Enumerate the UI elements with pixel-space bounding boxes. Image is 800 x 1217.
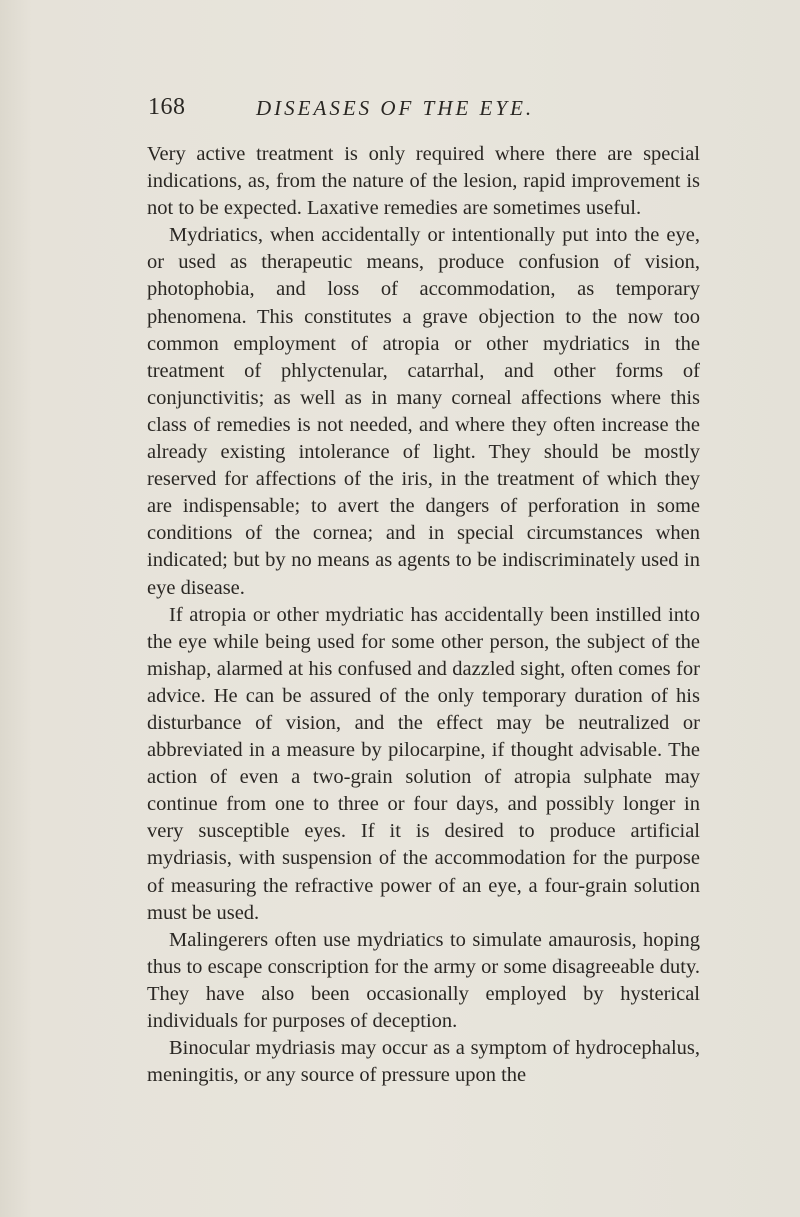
running-title: DISEASES OF THE EYE. xyxy=(256,96,535,120)
paragraph-accidental-atropia: If atropia or other mydriatic has accidentally been instilled into the eye while being used for some other person, the subject of the mishap, alarmed at his confused and dazzled sight, often comes for advice. He can be assured of the only temporary duration of his disturbance of vision, and the effect may be neutralized or abbreviated in a measure by pilocarpine, if thought advisable. The action of even a two-grain solution of atropia sulphate may continue from one to three or four days, and possibly longer in very susceptible eyes. If it is desired to produce artificial mydriasis, with suspension of the accommodation for the purpose of measuring the refractive power of an eye, a four-grain solution must be used. xyxy=(147,603,700,924)
paragraph-treatment: Very active treatment is only required where there are special indications, as, from the nature of the lesion, rapid improvement is not to be expected. Laxative remedies are sometimes useful. xyxy=(147,143,700,220)
page-header xyxy=(148,94,708,130)
body-text xyxy=(147,141,700,1089)
page-number: 168 xyxy=(148,94,186,120)
paragraph-binocular-mydriasis: Binocular mydriasis may occur as a symptom of hydrocephalus, meningitis, or any source of pressure upon the xyxy=(147,1037,700,1087)
paragraph-mydriatics: Mydriatics, when accidentally or intentionally put into the eye, or used as therapeutic means, produce confusion of vision, photophobia, and loss of accommodation, as temporary phenomena. This constitutes a grave objection to the now too common employment of atropia or other mydriatics in the treatment of phlyctenular, catarrhal, and other forms of conjunctivitis; as well as in many corneal affections where this class of remedies is not needed, and where they often increase the already existing intolerance of light. They should be mostly reserved for affections of the iris, in the treatment of which they are indispensable; to avert the dangers of perforation in some conditions of the cornea; and in special circumstances when indicated; but by no means as agents to be indiscriminately used in eye disease. xyxy=(147,224,700,599)
paragraph-malingerers: Malingerers often use mydriatics to simulate amaurosis, hoping thus to escape conscription for the army or some disagreeable duty. They have also been occasionally employed by hysterical individuals for purposes of deception. xyxy=(147,928,700,1032)
